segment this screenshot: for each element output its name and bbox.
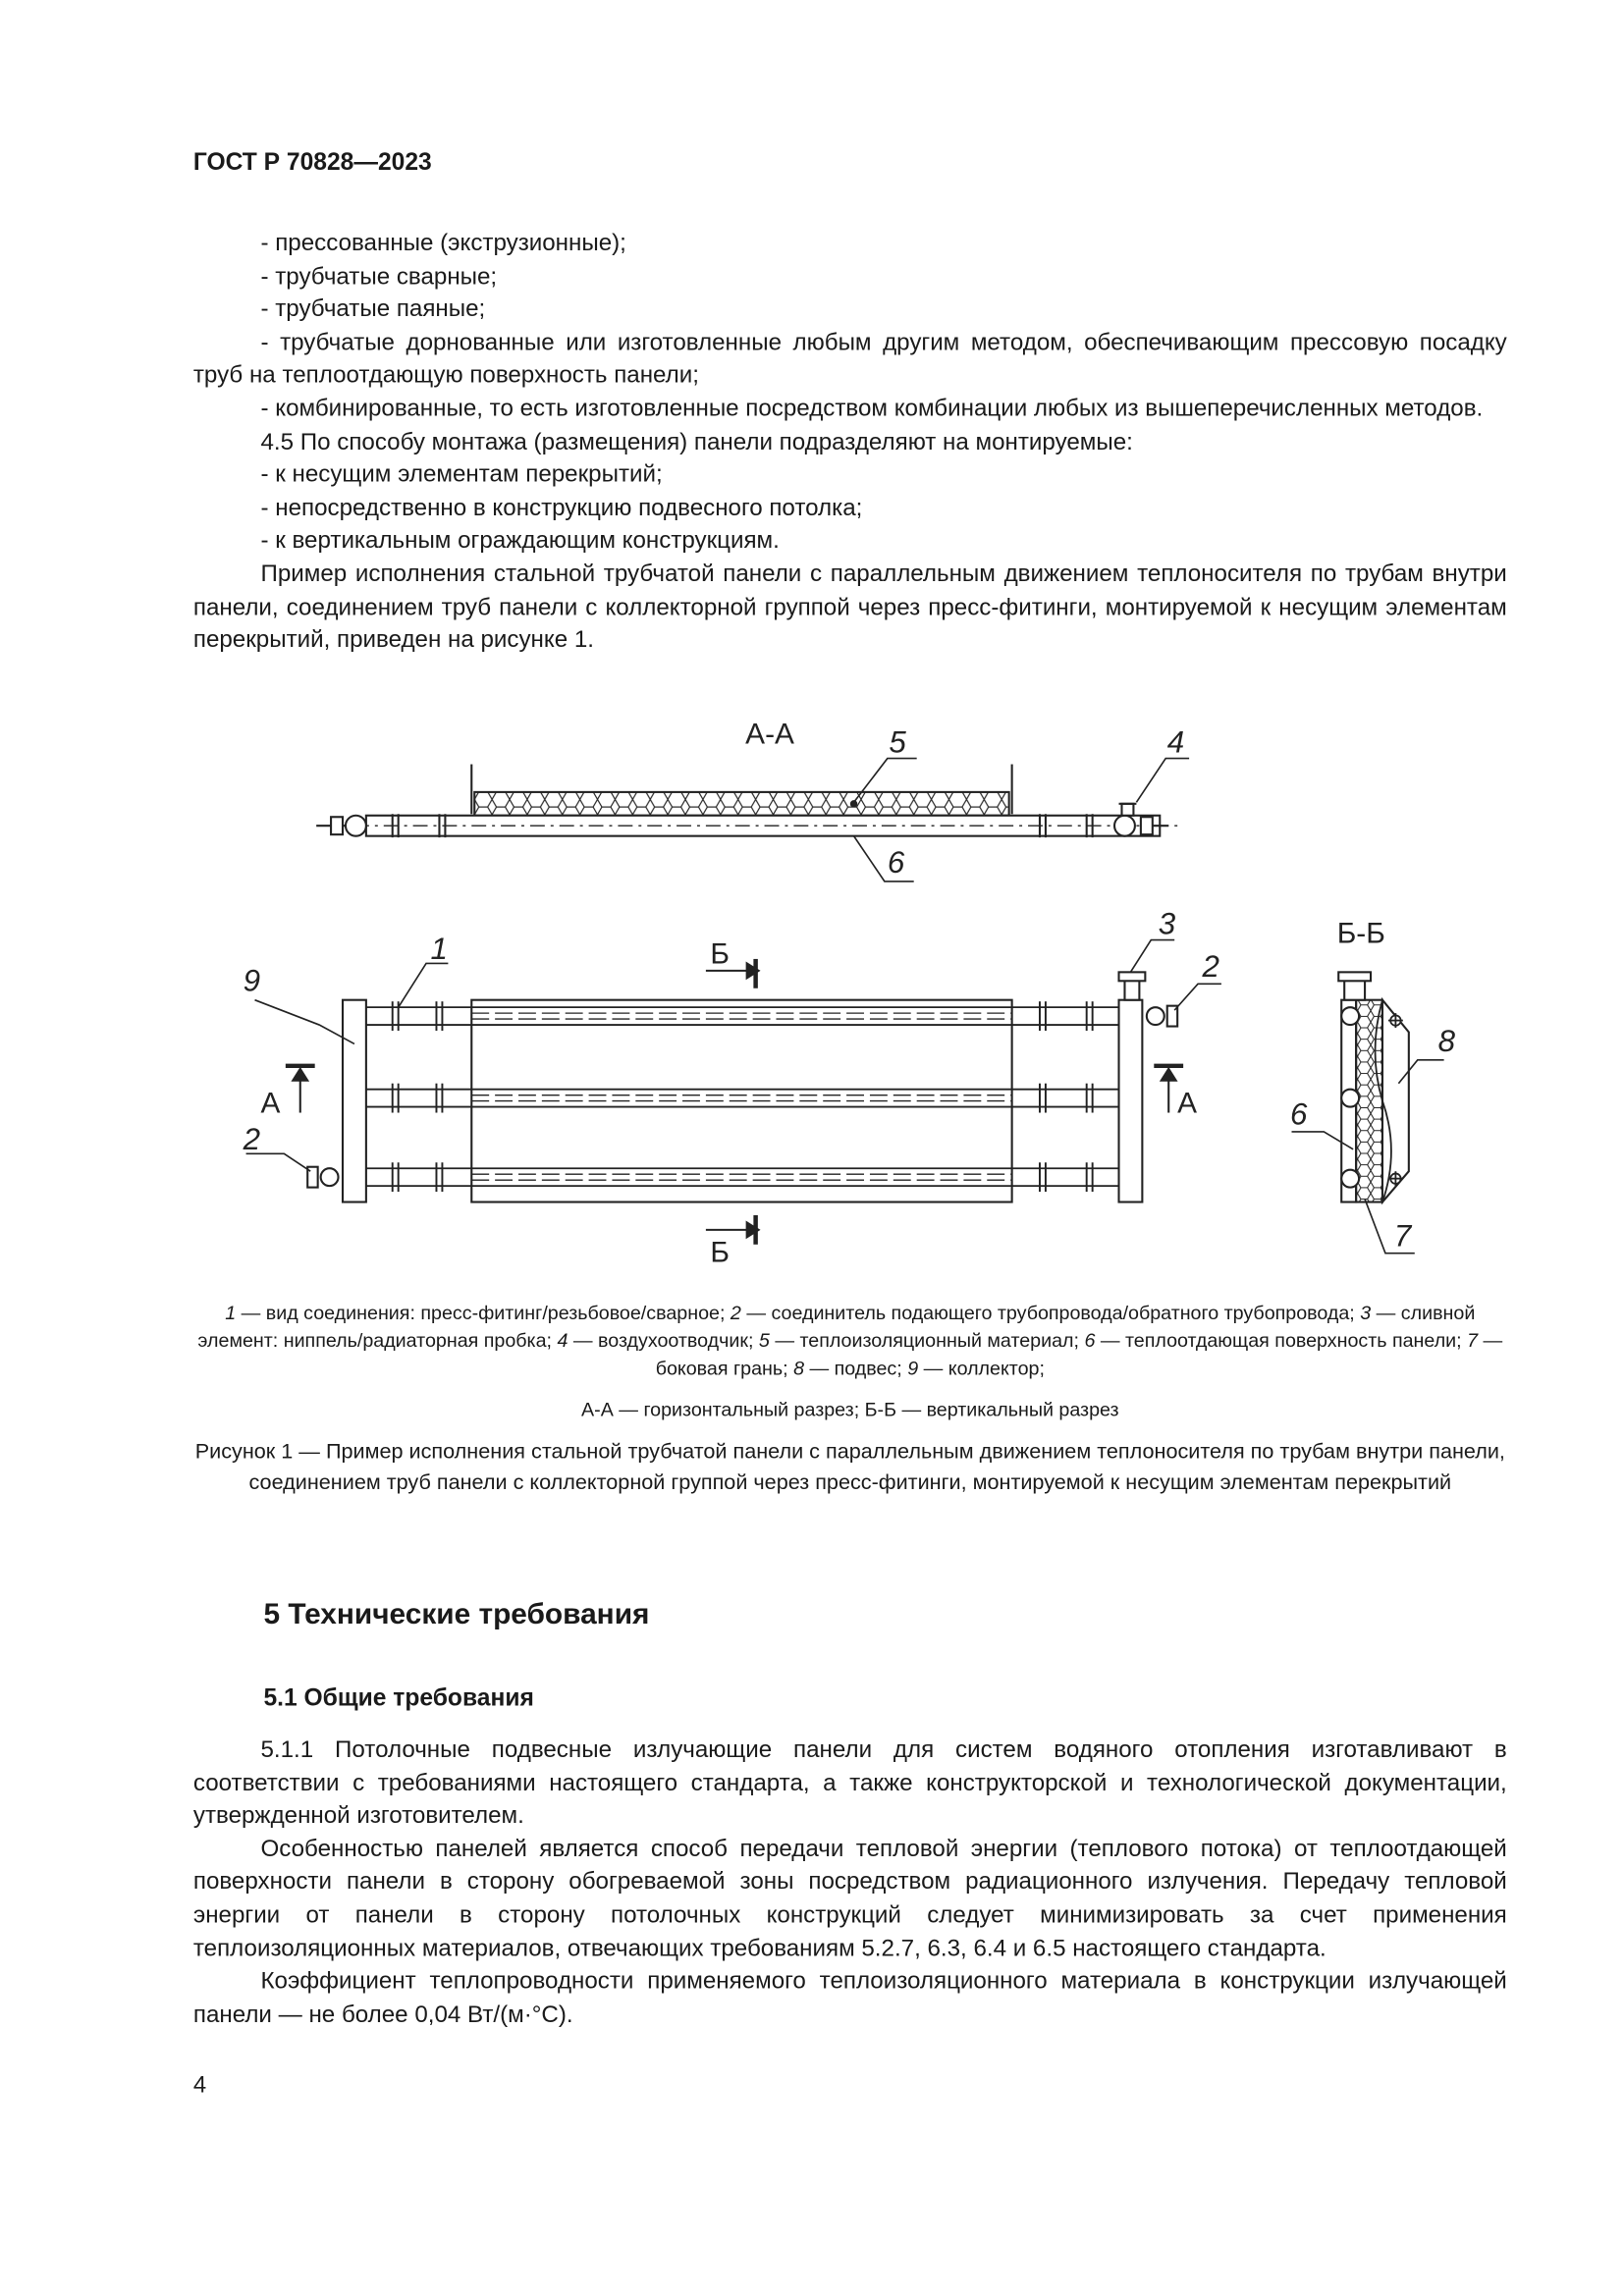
callout-9: 9 [243, 963, 261, 998]
document-header: ГОСТ Р 70828—2023 [192, 149, 432, 176]
subsection-title: 5.1 Общие требования [263, 1684, 534, 1712]
callout-3: 3 [1158, 906, 1176, 941]
callout-2-right: 2 [1202, 948, 1219, 984]
callout-6-side: 6 [1290, 1096, 1308, 1132]
paragraph: - непосредственно в конструкцию подвесного потолка; [260, 494, 863, 521]
paragraph: - прессованные (экструзионные); [260, 230, 626, 257]
callout-4: 4 [1166, 724, 1185, 760]
sections-note: А-А — горизонтальный разрез; Б-Б — вертикальный разрез [581, 1398, 1119, 1420]
callout-8: 8 [1437, 1023, 1456, 1058]
paragraph: - к несущим элементам перекрытий; [260, 461, 663, 488]
front-view [243, 940, 1221, 1245]
paragraph: - трубчатые сварные; [260, 262, 498, 290]
paragraph: - к вертикальным ограждающим конструкциям. [260, 527, 780, 555]
paragraph: Пример исполнения стальной трубчатой панели с параллельным движением теплоносителя по трубам внутри панели, соединением труб панели с коллекторной группой через пресс-фитинги, монтируемой к несущим элементам перекрытий, приведен на рисунке 1. [192, 561, 1507, 654]
paragraph: - комбинированные, то есть изготовленные посредством комбинации любых из вышеперечисленных методов. [260, 395, 1484, 422]
paragraph: - трубчатые дорнованные или изготовленные любым другим методом, обеспечивающим прессовую посадку труб на теплоотдающую поверхность панели; [192, 329, 1507, 389]
section5-text [193, 1734, 1507, 2031]
section-aa-view [316, 759, 1189, 881]
cut-b-bottom-label: Б [710, 1236, 730, 1269]
figure-caption: Рисунок 1 — Пример исполнения стальной трубчатой панели с параллельным движением теплоносителя по трубам внутри панели, соединением труб панели с коллекторной группой через пресс-фитинги, монтируемой к несущим элементам перекрытий [194, 1440, 1505, 1495]
section-title: 5 Технические требования [263, 1598, 650, 1631]
callout-5: 5 [889, 724, 906, 760]
figure-legend: 1 — вид соединения: пресс-фитинг/резьбовое/сварное; 2 — соединитель подающего трубопровода/обратного трубопровода; 3 — сливной элемент: ниппель/радиаторная пробка; 4 — воздухоотводчик; 5 — теплоизоляционный материал; 6 — теплоотдающая поверхность панели; 7 — боковая грань; 8 — подвес; 9 — коллектор; [197, 1301, 1503, 1379]
paragraph: Коэффициент теплопроводности применяемого теплоизоляционного материала в конструкции излучающей панели — не более 0,04 Вт/(м·°С). [192, 1967, 1507, 2028]
paragraph: Особенностью панелей является способ передачи тепловой энергии (теплового потока) от теплоотдающей поверхности панели в сторону обогреваемой зоны посредством радиационного излучения. Передачу тепловой энергии от панели в сторону потолочных конструкций следует минимизировать за счет применения теплоизоляционных материалов, отвечающих требованиям 5.2.7, 6.3, 6.4 и 6.5 настоящего стандарта. [192, 1836, 1507, 1961]
section-bb-label: Б-Б [1336, 917, 1385, 950]
cut-a-right-label: А [1177, 1087, 1198, 1120]
section-bb-view [1292, 972, 1444, 1253]
callout-2-left: 2 [243, 1121, 261, 1156]
intro-text [193, 227, 1507, 657]
page-number: 4 [192, 2072, 207, 2099]
paragraph: - трубчатые паяные; [260, 295, 486, 323]
paragraph: 5.1.1 Потолочные подвесные излучающие панели для систем водяного отопления изготавливают в соответствии с требованиями настоящего стандарта, а также конструкторской и технологической документации, утвержденной изготовителем. [192, 1735, 1507, 1830]
cut-b-top-label: Б [710, 937, 730, 971]
section-aa-label: А-А [745, 718, 794, 751]
cut-a-left-label: А [260, 1087, 281, 1120]
paragraph: 4.5 По способу монтажа (размещения) панели подразделяют на монтируемые: [260, 428, 1133, 455]
callout-6-top: 6 [887, 844, 905, 880]
callout-1: 1 [430, 931, 448, 966]
panel-technical-drawing [0, 703, 1624, 1289]
callout-7: 7 [1393, 1218, 1412, 1254]
